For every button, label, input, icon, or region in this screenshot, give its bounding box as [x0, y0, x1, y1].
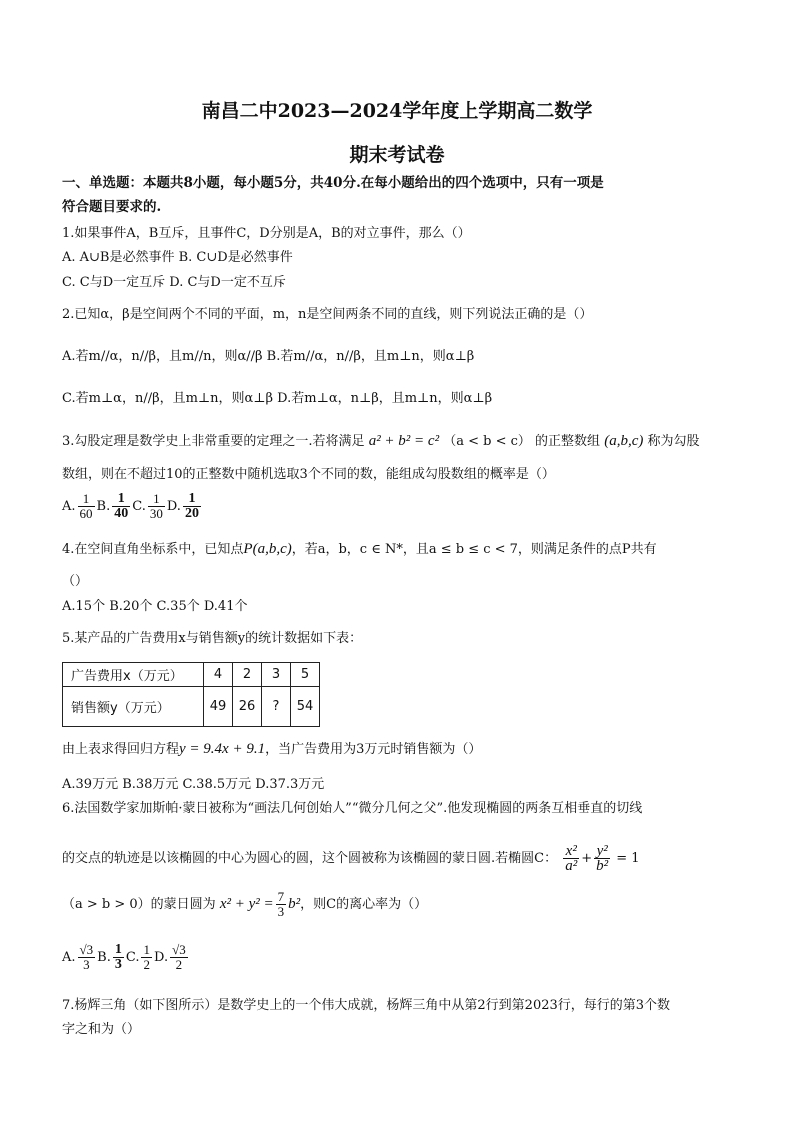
- q6-option-b-label: B.: [97, 950, 111, 965]
- q3-text-b: 的正整数组: [535, 434, 601, 449]
- q4-options: A.15个 B.20个 C.35个 D.41个: [62, 599, 248, 614]
- q3-option-d-label: D.: [166, 499, 181, 514]
- q3-condition: （a < b < c）: [443, 434, 531, 449]
- table-cell: 26: [233, 687, 262, 727]
- q1-options-ab: A. A∪B是必然事件 B. C∪D是必然事件: [62, 250, 293, 265]
- q3-line2: 数组，则在不超过10的正整数中随机选取3个不同的数，能组成勾股数组的概率是（）: [62, 467, 555, 482]
- table-cell: 3: [262, 663, 291, 687]
- q6-option-c-fraction: $\frac{1}{2}$: [143, 942, 150, 972]
- q1-options-cd: C. C与D一定互斥 D. C与D一定不互斥: [62, 275, 286, 290]
- q6-option-d-fraction: $\frac{√3}{2}$: [172, 942, 186, 972]
- q4-text-b: ，若a，b，c ∈ N*，且a ≤ b ≤ c < 7，则满足条件的点P共有: [291, 542, 657, 557]
- q3-text-a: 3.勾股定理是数学史上非常重要的定理之一.若将满足: [62, 434, 365, 449]
- q5-options: A.39万元 B.38万元 C.38.5万元 D.37.3万元: [62, 777, 325, 792]
- q4-text-a: 4.在空间直角坐标系中，已知点: [62, 542, 244, 557]
- table-row: [63, 687, 320, 727]
- q6-circle-tail: b²: [288, 896, 301, 912]
- q3-triple: (a,b,c): [604, 433, 644, 449]
- q6-option-b-fraction: $\frac{1}{3}$: [114, 942, 122, 972]
- q6-ellipse-rhs: = 1: [616, 851, 640, 866]
- q2-stem: 2.已知α，β是空间两个不同的平面，m，n是空间两条不同的直线，则下列说法正确的是（）: [62, 307, 593, 322]
- exam-title: 南昌二中2023—2024学年度上学期高二数学: [201, 100, 593, 122]
- q6-circle-fraction: $\frac{7}{3}$: [277, 889, 285, 919]
- q3-option-b-label: B.: [96, 499, 111, 514]
- q3-option-d-fraction: $\frac{1}{20}$: [184, 491, 199, 521]
- table-cell: 49: [204, 687, 233, 727]
- q5-line2: [62, 740, 481, 759]
- q6-text-b: ，则C的离心率为（）: [300, 897, 428, 912]
- q1-stem: 1.如果事件A，B互斥，且事件C，D分别是A，B的对立事件，那么（）: [62, 226, 471, 241]
- table-cell: 5: [291, 663, 320, 687]
- q2-options-cd: C.若m⊥α，n//β，且m⊥n，则α⊥β D.若m⊥α，n⊥β，且m⊥n，则α⊥β: [62, 391, 493, 406]
- q5-text-b: ，当广告费用为3万元时销售额为（）: [265, 742, 482, 757]
- exam-subtitle: 期末考试卷: [349, 144, 445, 166]
- table-cell: 54: [291, 687, 320, 727]
- q6-option-d-label: D.: [153, 950, 169, 965]
- q5-regression-eq: y = 9.4x + 9.1: [179, 741, 266, 757]
- q3-option-c-label: C.: [132, 499, 146, 514]
- q6-ellipse-x-term: $\frac{\text{x²}}{\text{a²}}$: [565, 843, 578, 874]
- q2-options-ab: A.若m//α，n//β，且m//n，则α//β B.若m//α，n//β，且m⊥n，则α⊥β: [62, 349, 475, 364]
- section-heading: 一、单选题：本题共8小题，每小题5分，共40分.在每小题给出的四个选项中，只有一项是: [62, 175, 604, 191]
- table-cell: 2: [233, 663, 262, 687]
- q6-text: 的交点的轨迹是以该椭圆的中心为圆心的圆，这个圆被称为该椭圆的蒙日圆.若椭圆C：: [62, 851, 558, 866]
- q6-option-a-fraction: $\frac{√3}{3}$: [79, 942, 94, 972]
- q4-line1: [62, 540, 657, 559]
- table-cell: ?: [262, 687, 291, 727]
- table-row: [63, 663, 320, 687]
- q3-text-c: 称为勾股: [647, 434, 700, 449]
- q3-option-c-fraction: $\frac{1}{30}$: [149, 491, 163, 521]
- q6-ellipse-y-term: $\frac{\text{y²}}{\text{b²}}$: [596, 843, 609, 874]
- q5-text-a: 由上表求得回归方程: [62, 742, 180, 757]
- q6-line3: [62, 890, 427, 919]
- table-row-header: 销售额y（万元）: [63, 687, 204, 727]
- q5-stem: 5.某产品的广告费用x与销售额y的统计数据如下表：: [62, 631, 363, 646]
- q6-circle-lhs: x² + y² =: [219, 896, 274, 912]
- q6-line2: 的交点的轨迹是以该椭圆的中心为圆心的圆，这个圆被称为该椭圆的蒙日圆.若椭圆C： $\frac{\text{x²}}{\text{a²}}$ + $\frac{\text{y²}}{\text{b²}}$ = 1: [62, 843, 640, 874]
- q3-options: [62, 492, 203, 521]
- q4-line2: （）: [62, 574, 89, 589]
- q4-point: P(a,b,c): [243, 541, 292, 557]
- q3-option-a-fraction: $\frac{1}{60}$: [79, 491, 93, 521]
- q3-option-b-fraction: $\frac{1}{40}$: [114, 491, 129, 521]
- q6-options: [62, 943, 190, 972]
- section-heading-cont: 符合题目要求的.: [62, 199, 162, 215]
- q5-data-table: [62, 662, 320, 727]
- q7-line2: 字之和为（）: [62, 1022, 141, 1037]
- table-cell: 4: [204, 663, 233, 687]
- q6-option-c-label: C.: [125, 950, 140, 965]
- q6-line1: 6.法国数学家加斯帕·蒙日被称为“画法几何创始人”“微分几何之父”.他发现椭圆的两条互相垂直的切线: [62, 801, 643, 816]
- q6-option-a-label: A.: [62, 950, 76, 965]
- q3-option-a-label: A.: [62, 499, 76, 514]
- q6-condition: （a > b > 0）的蒙日圆为: [62, 897, 216, 912]
- q3-line1: [62, 432, 700, 451]
- table-row-header: 广告费用x（万元）: [63, 663, 204, 687]
- q7-line1: 7.杨辉三角（如下图所示）是数学史上的一个伟大成就，杨辉三角中从第2行到第2023行，每行的第3个数: [62, 998, 671, 1013]
- q3-pythagorean-eq: a² + b² = c²: [368, 433, 440, 449]
